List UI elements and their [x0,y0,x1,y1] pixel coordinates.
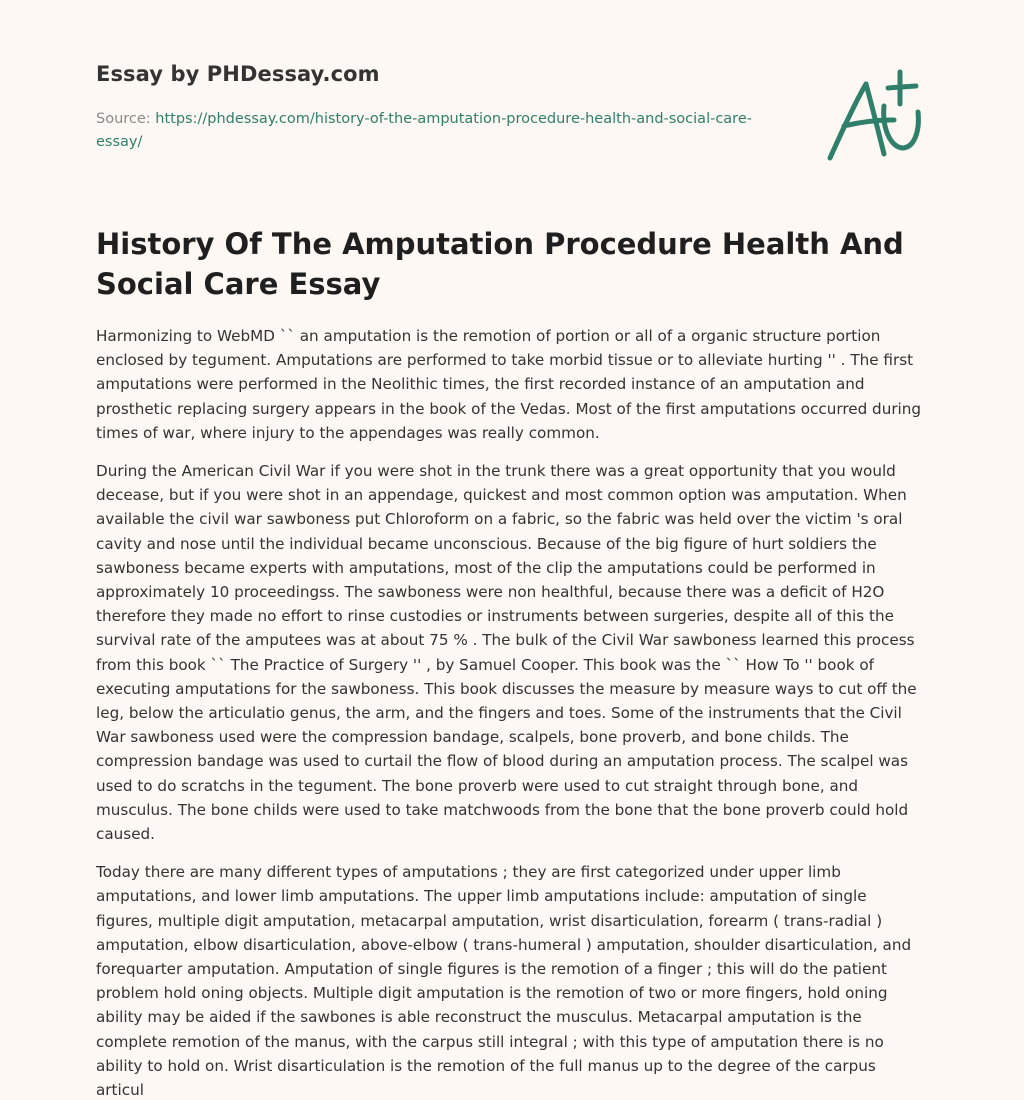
source-link[interactable]: https://phdessay.com/history-of-the-amputation-procedure-health-and-social-care-essay/ [96,111,752,150]
essay-body [96,324,928,1100]
paragraph-1: Harmonizing to WebMD `` an amputation is the remotion of portion or all of a organic structure portion enclosed by tegument. Amputations are performed to take morbid tissue or to alleviate hurting '' . The first amputations were performed in the Neolithic times, the first recorded instance of an amputation and prosthetic replacing surgery appears in the book of the Vedas. Most of the first amputations occurred during times of war, where injury to the appendages was really common. [96,327,922,442]
source-label: Source: [96,111,156,127]
essay-header [96,62,776,154]
site-brand: Essay by PHDessay.com [96,62,380,86]
a-plus-logo-icon [820,66,930,166]
essay-title: History Of The Amputation Procedure Health And Social Care Essay [96,227,904,301]
source-line [96,108,776,154]
paragraph-3: Today there are many different types of amputations ; they are first categorized under upper limb amputations, and lower limb amputations. The upper limb amputations include: amputation of single figures, multiple digit amputation, metacarpal amputation, wrist disarticulation, forearm ( trans-radial ) amputation, elbow disarticulation, above-elbow ( trans-humeral ) amputation, shoulder disarticulation, and forequarter amputation. Amputation of single figures is the remotion of a finger ; this will do the patient problem hold oning objects. Multiple digit amputation is the remotion of two or more fingers, hold oning ability may be aided if the sawbones is able reconstruct the musculus. Metacarpal amputation is the complete remotion of the manus, with the carpus still integral ; with this type of amputation there is no ability to hold on. Wrist disarticulation is the remotion of the full manus up to the degree of the carpus articul [96,863,912,1100]
paragraph-2: During the American Civil War if you were shot in the trunk there was a great opportunity that you would decease, but if you were shot in an appendage, quickest and most common option was amputation. When available the civil war sawboness put Chloroform on a fabric, so the fabric was held over the victim 's oral cavity and nose until the individual became unconscious. Because of the big figure of hurt soldiers the sawboness became experts with amputations, most of the clip the amputations could be performed in approximately 10 proceedingss. The sawboness were non healthful, because there was a deficit of H2O therefore they made no effort to rinse custodies or instruments between surgeries, despite all of this the survival rate of the amputees was at about 75 % . The bulk of the Civil War sawboness learned this process from this book `` The Practice of Surgery '' , by Samuel Cooper. This book was the `` How To '' book of executing amputations for the sawboness. This book discusses the measure by measure ways to cut off the leg, below the articulatio genus, the arm, and the fingers and toes. Some of the instruments that the Civil War sawboness used were the compression bandage, scalpels, bone proverb, and bone childs. The compression bandage was used to curtail the flow of blood during an amputation process. The scalpel was used to do scratchs in the tegument. The bone proverb were used to cut straight through bone, and musculus. The bone childs were used to take matchwoods from the bone that the bone proverb could hold caused. [96,462,917,844]
